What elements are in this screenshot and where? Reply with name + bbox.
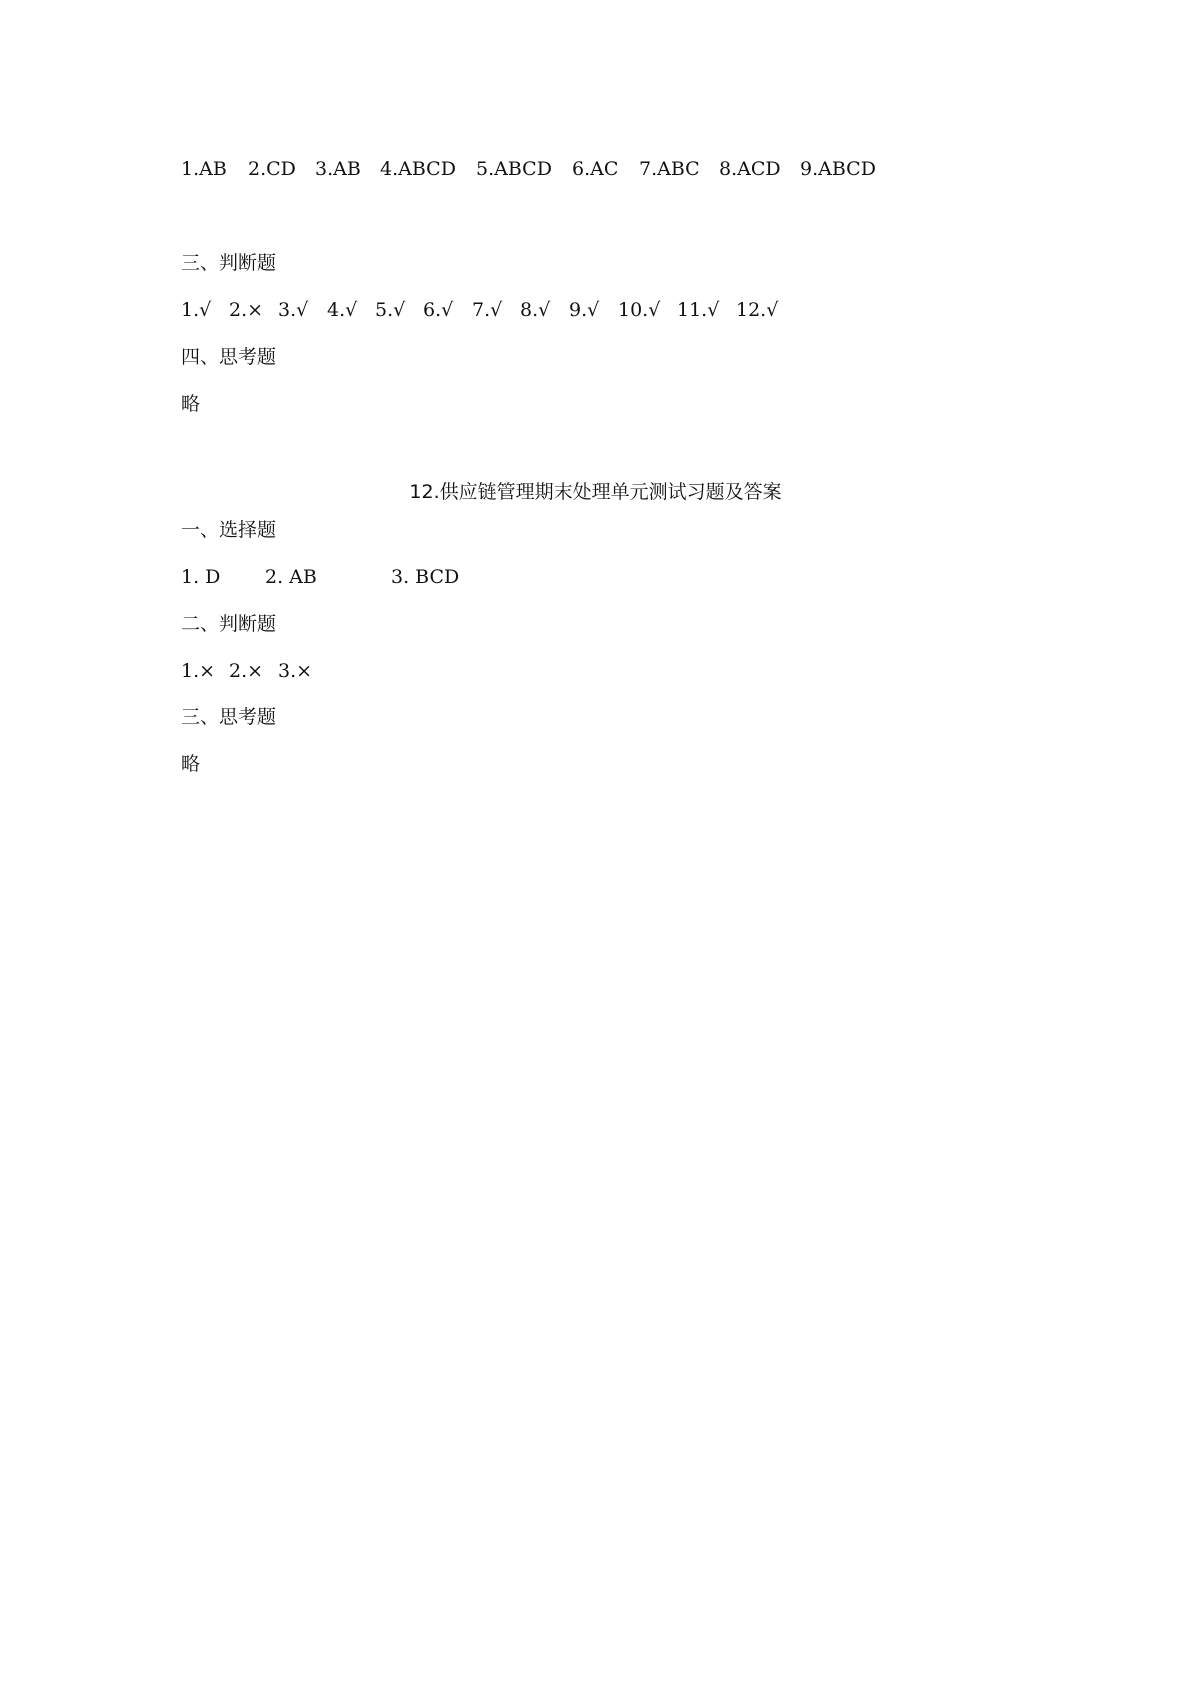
answer-item: 1.√ <box>181 299 212 321</box>
choice-heading: 一、选择题 <box>181 519 277 541</box>
answer-item: 4.√ <box>327 299 358 321</box>
answer-item: 10.√ <box>618 299 661 321</box>
think-answer: 略 <box>181 393 201 415</box>
answer-item: 2. AB <box>265 566 317 588</box>
answer-item: 9.√ <box>569 299 600 321</box>
answer-item: 11.√ <box>677 299 720 321</box>
answer-item: 8.√ <box>520 299 551 321</box>
answer-item: 4.ABCD <box>380 158 456 180</box>
choice-answers-row <box>181 157 876 181</box>
judge-answers-row <box>181 659 312 683</box>
answer-item: 2.CD <box>248 158 296 180</box>
answer-item: 1.× <box>181 660 216 682</box>
answer-item: 7.ABC <box>639 158 700 180</box>
answer-item: 6.AC <box>572 158 619 180</box>
section-title: 12.供应链管理期末处理单元测试习题及答案 <box>409 481 782 503</box>
think-answer: 略 <box>181 753 201 775</box>
judge-heading: 三、判断题 <box>181 252 277 274</box>
answer-item: 5.ABCD <box>476 158 552 180</box>
judge-heading: 二、判断题 <box>181 613 277 635</box>
answer-item: 3.√ <box>278 299 309 321</box>
answer-item: 3.× <box>278 660 313 682</box>
choice-answers-row <box>181 565 459 589</box>
answer-item: 9.ABCD <box>800 158 876 180</box>
think-heading: 三、思考题 <box>181 706 277 728</box>
answer-item: 1. D <box>181 566 221 588</box>
answer-item: 5.√ <box>375 299 406 321</box>
answer-item: 6.√ <box>423 299 454 321</box>
answer-item: 7.√ <box>472 299 503 321</box>
answer-item: 1.AB <box>181 158 227 180</box>
answer-item: 12.√ <box>736 299 779 321</box>
judge-answers-row <box>181 298 778 322</box>
answer-item: 2.× <box>229 660 264 682</box>
answer-item: 2.× <box>229 299 264 321</box>
think-heading: 四、思考题 <box>181 346 277 368</box>
answer-item: 3. BCD <box>391 566 460 588</box>
answer-item: 8.ACD <box>719 158 781 180</box>
answer-item: 3.AB <box>315 158 361 180</box>
